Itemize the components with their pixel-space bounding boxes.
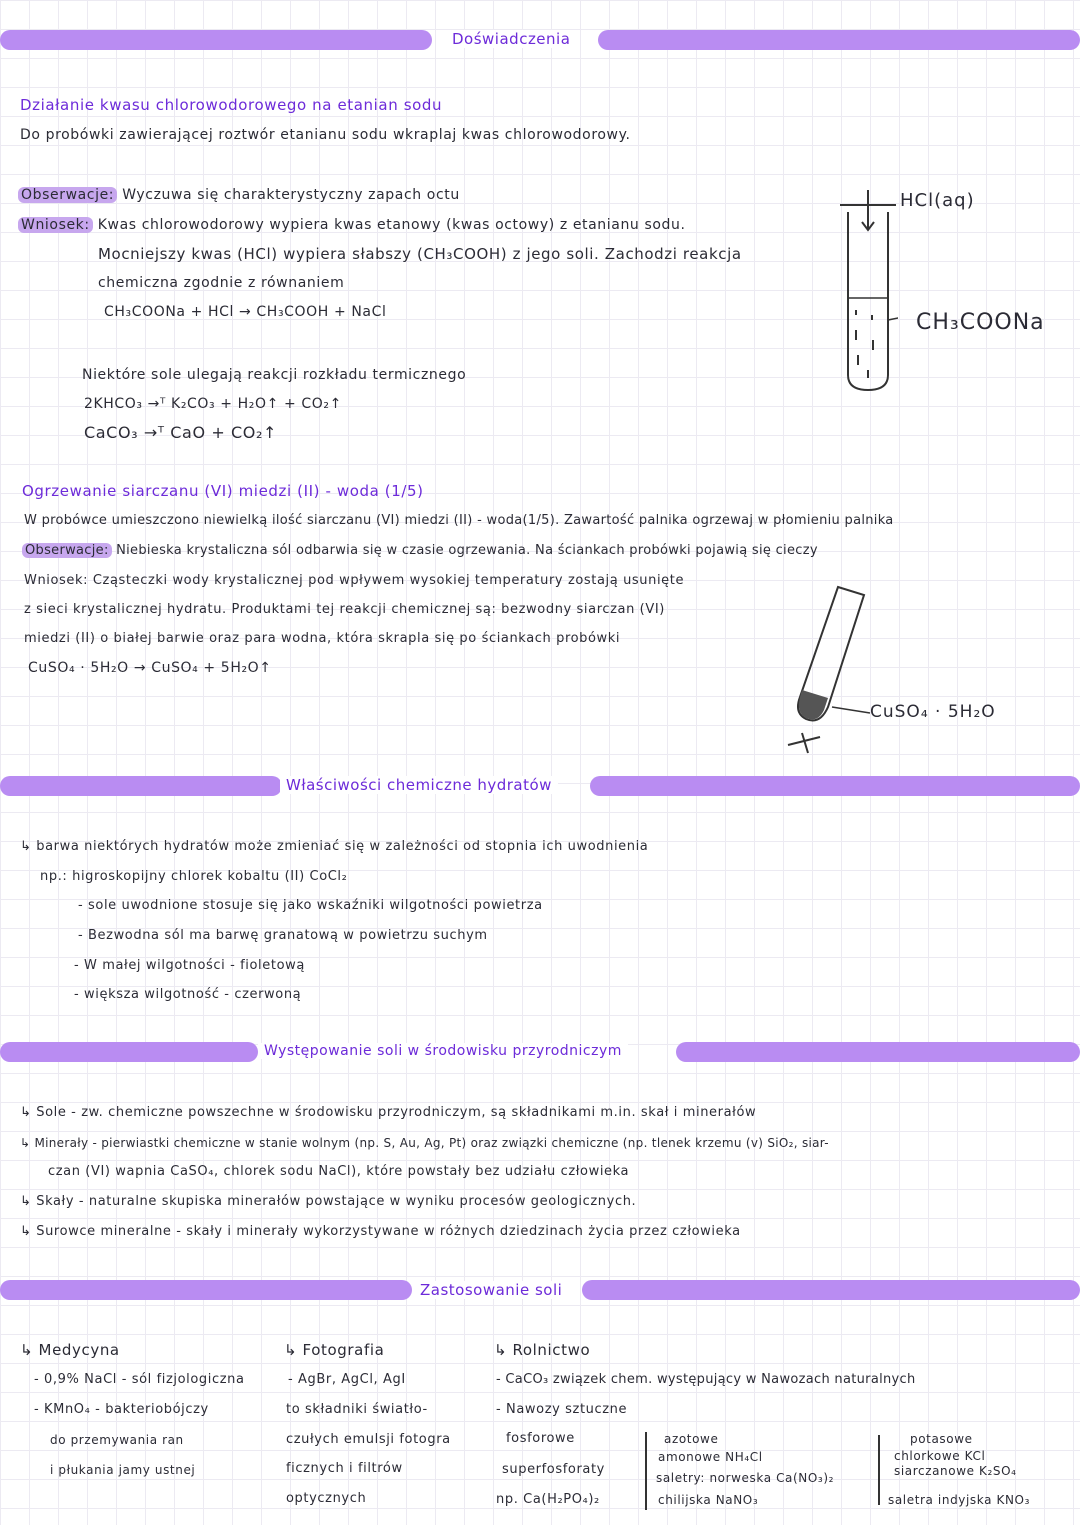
nature-l5: ↳ Surowce mineralne - skały i minerały wykorzystywane w różnych dziedzinach życia przez człowieka — [20, 1224, 741, 1239]
nature-l3: czan (VI) wapnia CaSO₄, chlorek sodu NaCl), które powstały bez udziału człowieka — [48, 1164, 630, 1179]
nature-bar-left — [0, 1042, 258, 1062]
exp2-conclusion-2: z sieci krystalicznej hydratu. Produktami tej reakcji chemicznej są: bezwodny siarczan (VI) — [24, 602, 665, 617]
med-4: i płukania jamy ustnej — [50, 1463, 196, 1477]
divider-1 — [645, 1432, 647, 1510]
exp2-line1: W probówce umieszczono niewielką ilość siarczanu (VI) miedzi (II) - woda(1/5). Zawartość palnika ogrzewaj w płomieniu palnika — [24, 513, 894, 528]
nature-l2: ↳ Minerały - pierwiastki chemiczne w stanie wolnym (np. S, Au, Ag, Pt) oraz związki chemiczne (np. tlenek krzemu (v) SiO₂, siar- — [20, 1136, 829, 1150]
exp1-conclusion-3: chemiczna zgodnie z równaniem — [98, 275, 345, 291]
foto-5: optycznych — [286, 1491, 367, 1506]
hydrates-l4: - Bezwodna sól ma barwę granatową w powietrzu suchym — [78, 928, 488, 943]
thermal-eq2: CaCO₃ →ᵀ CaO + CO₂↑ — [84, 423, 278, 442]
azot-1: amonowe NH₄Cl — [658, 1450, 763, 1464]
hydrates-l3: - sole uwodnione stosuje się jako wskaźniki wilgotności powietrza — [78, 898, 543, 913]
label-copper-sulfate-hydrate: CuSO₄ · 5H₂O — [870, 702, 996, 722]
obs2-label: Obserwacje: — [22, 543, 112, 558]
uses-title: Zastosowanie soli — [414, 1281, 568, 1299]
med-0: ↳ Medycyna — [20, 1341, 120, 1359]
azot-2: saletry: norweska Ca(NO₃)₂ — [656, 1471, 835, 1485]
rol-0: ↳ Rolnictwo — [494, 1341, 591, 1359]
hydrates-l6: - większa wilgotność - czerwoną — [74, 987, 302, 1002]
wn-text: Kwas chlorowodorowy wypiera kwas etanowy (kwas octowy) z etanianu sodu. — [97, 217, 686, 233]
thermal-intro: Niektóre sole ulegają reakcji rozkładu termicznego — [82, 367, 467, 383]
pot-3: saletra indyjska KNO₃ — [888, 1493, 1030, 1507]
exp1-title: Działanie kwasu chlorowodorowego na etanian sodu — [20, 96, 443, 114]
label-hcl: HCl(aq) — [900, 190, 975, 211]
uses-bar-left — [0, 1280, 412, 1300]
hydrates-l2: np.: higroskopijny chlorek kobaltu (II) CoCl₂ — [40, 869, 348, 884]
exp2-observation — [22, 542, 818, 560]
thermal-eq1: 2KHCO₃ →ᵀ K₂CO₃ + H₂O↑ + CO₂↑ — [84, 396, 342, 412]
nature-title: Występowanie soli w środowisku przyrodniczym — [258, 1043, 628, 1059]
hydrates-title: Właściwości chemiczne hydratów — [280, 776, 558, 794]
pot-2: siarczanowe K₂SO₄ — [894, 1464, 1017, 1478]
exp1-equation: CH₃COONa + HCl → CH₃COOH + NaCl — [104, 304, 387, 320]
page-title: Doświadczenia — [446, 30, 576, 48]
foto-3: czułych emulsji fotogra — [286, 1432, 451, 1447]
rol-4: superfosforaty — [502, 1462, 605, 1477]
foto-2: to składniki światło- — [286, 1402, 428, 1417]
azot-0: azotowe — [664, 1432, 719, 1446]
exp1-observation — [18, 186, 460, 204]
label-sodium-acetate: CH₃COONa — [916, 310, 1045, 335]
foto-4: ficznych i filtrów — [286, 1461, 403, 1476]
test-tube-hcl — [838, 190, 898, 400]
exp1-intro: Do probówki zawierającej roztwór etanianu sodu wkraplaj kwas chlorowodorowy. — [20, 127, 631, 143]
divider-2 — [878, 1435, 880, 1505]
med-1: - 0,9% NaCl - sól fizjologiczna — [34, 1372, 245, 1387]
pot-1: chlorkowe KCl — [894, 1449, 986, 1463]
foto-0: ↳ Fotografia — [284, 1341, 385, 1359]
nature-l1: ↳ Sole - zw. chemiczne powszechne w środowisku przyrodniczym, są składnikami m.in. skał i minerałów — [20, 1105, 757, 1120]
exp2-conclusion-1: Wniosek: Cząsteczki wody krystalicznej pod wpływem wysokiej temperatury zostają usunięte — [24, 573, 685, 588]
hydrates-bar-right — [590, 776, 1080, 796]
exp2-title: Ogrzewanie siarczanu (VI) miedzi (II) - woda (1/5) — [22, 482, 424, 500]
rol-2: - Nawozy sztuczne — [496, 1402, 628, 1417]
obs2-text: Niebieska krystaliczna sól odbarwia się w czasie ogrzewania. Na ściankach probówki pojawią się cieczy — [116, 543, 818, 558]
med-3: do przemywania ran — [50, 1433, 184, 1447]
uses-bar-right — [582, 1280, 1080, 1300]
wn-label: Wniosek: — [18, 217, 93, 233]
nature-l4: ↳ Skały - naturalne skupiska minerałów powstające w wyniku procesów geologicznych. — [20, 1194, 637, 1209]
rol-3: fosforowe — [506, 1431, 575, 1446]
exp1-conclusion — [18, 216, 686, 234]
rol-1: - CaCO₃ związek chem. występujący w Nawozach naturalnych — [496, 1372, 916, 1387]
pot-0: potasowe — [910, 1432, 973, 1446]
nature-bar-right — [676, 1042, 1080, 1062]
hydrates-l1: ↳ barwa niektórych hydratów może zmieniać się w zależności od stopnia ich uwodnienia — [20, 839, 649, 854]
foto-1: - AgBr, AgCl, AgI — [288, 1372, 406, 1387]
test-tube-copper-sulfate — [780, 585, 880, 765]
obs-label: Obserwacje: — [18, 187, 117, 203]
hydrates-l5: - W małej wilgotności - fioletową — [74, 958, 305, 973]
exp2-conclusion-3: miedzi (II) o białej barwie oraz para wodna, która skrapla się po ściankach probówki — [24, 631, 621, 646]
obs-text: Wyczuwa się charakterystyczny zapach octu — [122, 187, 460, 203]
header-bar-right — [598, 30, 1080, 50]
rol-5: np. Ca(H₂PO₄)₂ — [496, 1492, 600, 1507]
azot-3: chilijska NaNO₃ — [658, 1493, 759, 1507]
hydrates-bar-left — [0, 776, 282, 796]
exp1-conclusion-2: Mocniejszy kwas (HCl) wypiera słabszy (CH₃COOH) z jego soli. Zachodzi reakcja — [98, 245, 742, 263]
header-bar-left — [0, 30, 432, 50]
med-2: - KMnO₄ - bakteriobójczy — [34, 1402, 209, 1417]
exp2-equation: CuSO₄ · 5H₂O → CuSO₄ + 5H₂O↑ — [28, 660, 272, 676]
